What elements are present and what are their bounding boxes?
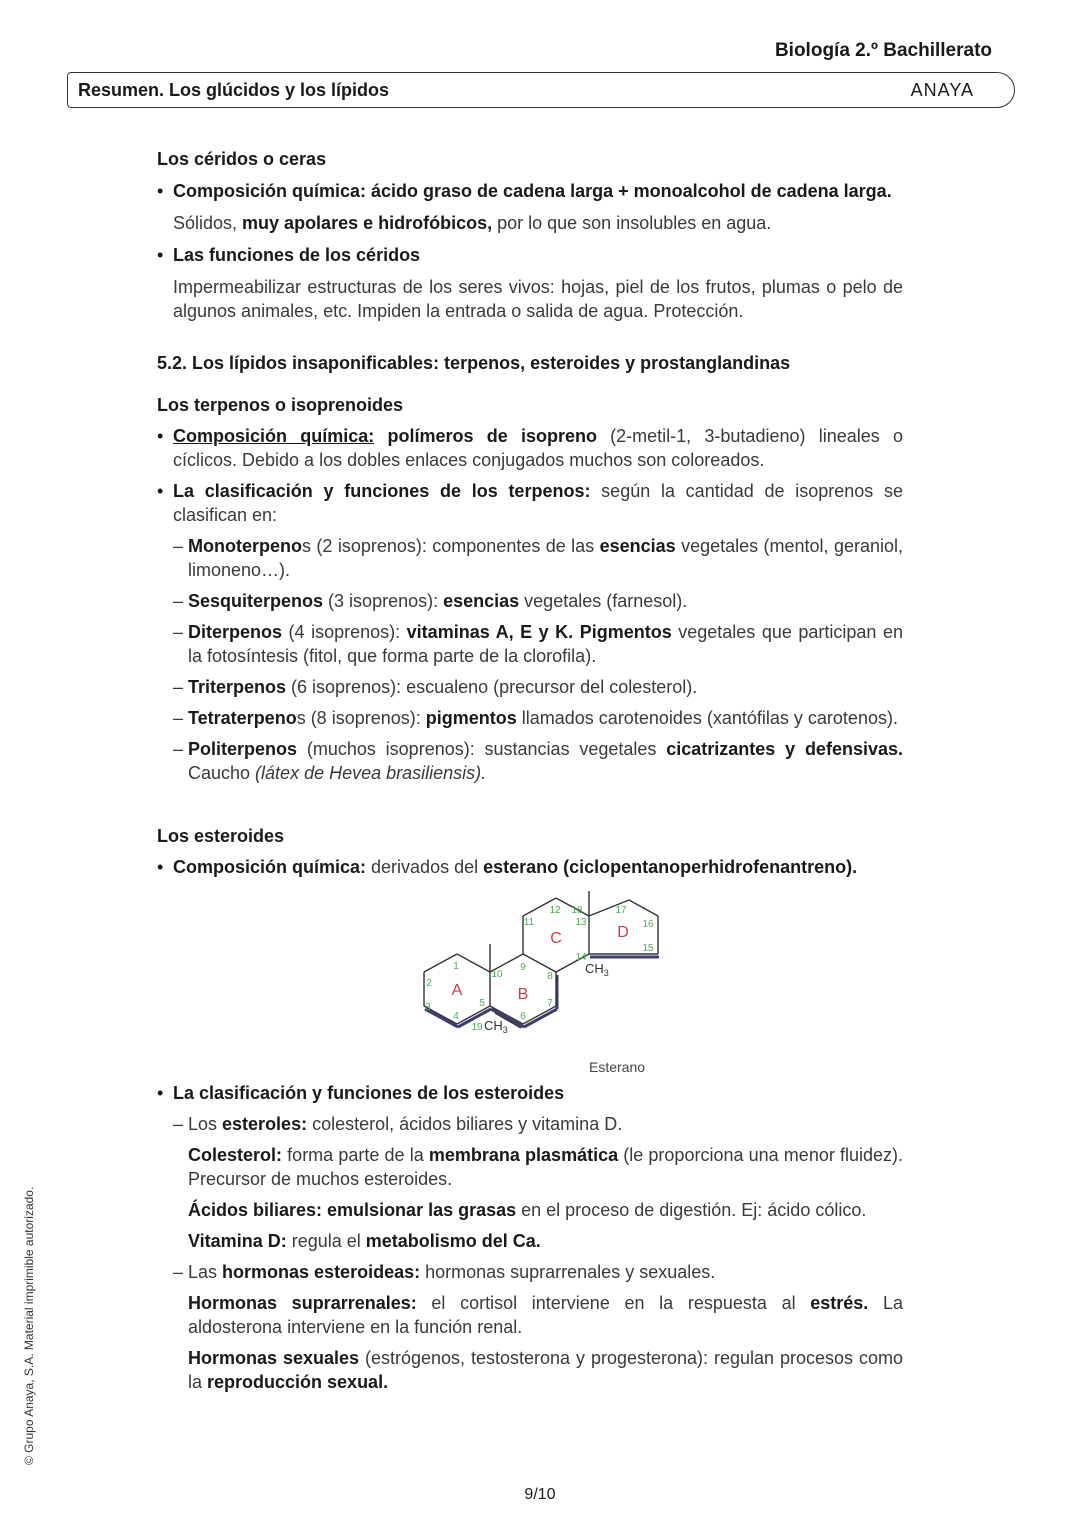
cerides-heading: Los céridos o ceras	[157, 149, 327, 169]
terpenos-classification: • La clasificación y funciones de los terpenos: según la cantidad de isoprenos se clasifican en:	[157, 479, 903, 527]
ring-label-d: D	[617, 924, 629, 941]
cerides-solid: Sólidos, muy apolares e hidrofóbicos, por lo que son insolubles en agua.	[173, 213, 772, 233]
carbon-number: 1	[453, 961, 459, 972]
list-item-sesquiterpenos: – Sesquiterpenos (3 isoprenos): esencias vegetales (farnesol).	[157, 589, 903, 613]
carbon-number: 5	[479, 998, 485, 1009]
colesterol-text: Colesterol: forma parte de la membrana plasmática (le proporciona una menor fluidez). Precursor de muchos esteroides.	[188, 1145, 904, 1189]
bond-line	[424, 954, 457, 972]
main-content	[157, 147, 903, 1394]
bond-line	[629, 900, 658, 916]
terpenos-composition: • Composición química: polímeros de isopreno (2-metil-1, 3-butadieno) lineales o cíclicos. Debido a los dobles enlaces conjugados muchos son coloreados.	[157, 424, 903, 472]
carbon-number: 7	[547, 998, 553, 1009]
bond-line	[457, 954, 490, 972]
carbon-number: 3	[425, 1002, 431, 1013]
page-number: 9/10	[524, 1486, 556, 1503]
ring-label-c: C	[550, 930, 562, 947]
subject-label: Biología 2.º Bachillerato	[774, 40, 992, 61]
carbon-number: 2	[426, 978, 432, 989]
carbon-number: 11	[523, 917, 535, 928]
page-title: Resumen. Los glúcidos y los lípidos	[78, 80, 390, 100]
cerides-composition	[157, 179, 903, 203]
list-item-triterpenos: – Triterpenos (6 isoprenos): escualeno (precursor del colesterol).	[157, 675, 903, 699]
cerides-functions-text: Impermeabilizar estructuras de los seres vivos: hojas, piel de los frutos, plumas o pelo de algunos animales, etc. Impiden la entrada o salida de agua. Protección.	[173, 277, 903, 321]
title-bar	[67, 72, 1015, 108]
ch3-group-19: $CH_3$	[484, 1018, 508, 1035]
ring-label-b: B	[517, 986, 529, 1003]
cerides-functions-heading: • Las funciones de los céridos	[157, 243, 903, 267]
carbon-number: 14	[575, 952, 587, 963]
bond-line	[523, 954, 556, 972]
list-item-hormonas: – Las hormonas esteroideas: hormonas suprarrenales y sexuales.	[157, 1260, 903, 1284]
acidos-biliares-text: Ácidos biliares: emulsionar las grasas en el proceso de digestión. Ej: ácido cólico.	[188, 1200, 867, 1220]
terpenos-heading: Los terpenos o isoprenoides	[157, 395, 404, 415]
carbon-number: 15	[642, 943, 654, 954]
hormonas-suprarrenales-text: Hormonas suprarrenales: el cortisol interviene en la respuesta al estrés. La aldosterona interviene en la función renal.	[188, 1293, 904, 1337]
list-item-esteroles: – Los esteroles: colesterol, ácidos biliares y vitamina D.	[157, 1112, 903, 1136]
copyright-note: © Grupo Anaya, S.A. Material imprimible autorizado.	[22, 1186, 36, 1465]
carbon-number: 6	[520, 1011, 526, 1022]
carbon-number: 19	[471, 1022, 483, 1033]
section-title: 5.2. Los lípidos insaponificables: terpenos, esteroides y prostanglandinas	[157, 353, 791, 373]
ch3-group-18: $CH_3$	[585, 961, 609, 978]
esteroides-classification: • La clasificación y funciones de los esteroides	[157, 1081, 903, 1105]
carbon-number: 4	[453, 1011, 459, 1022]
shadow-line	[524, 1009, 557, 1027]
carbon-number: 9	[520, 962, 526, 973]
esteroides-heading: Los esteroides	[157, 826, 285, 846]
list-item-politerpenos: – Politerpenos (muchos isoprenos): sustancias vegetales cicatrizantes y defensivas. Caucho (látex de Hevea brasiliensis).	[157, 737, 903, 785]
carbon-number: 18	[571, 905, 583, 916]
esterano-label: Esterano	[589, 1059, 646, 1075]
list-item-monoterpenos: – Monoterpenos (2 isoprenos): componentes de las esencias vegetales (mentol, geraniol, limoneno…).	[157, 534, 903, 582]
esterano-structure	[157, 879, 903, 1079]
carbon-number: 13	[575, 917, 587, 928]
vitamina-d-text: Vitamina D: regula el metabolismo del Ca.	[188, 1231, 541, 1251]
carbon-number: 16	[642, 919, 654, 930]
carbon-number: 10	[491, 969, 503, 980]
carbon-number: 17	[615, 905, 627, 916]
hormonas-sexuales-text: Hormonas sexuales (estrógenos, testosterona y progesterona): regulan procesos como la reproducción sexual.	[188, 1348, 903, 1392]
esteroides-composition: • Composición química: derivados del esterano (ciclopentanoperhidrofenantreno).	[157, 855, 903, 879]
cerides-composition-text: Composición química: ácido graso de cadena larga + monoalcohol de cadena larga.	[173, 181, 892, 201]
carbon-number: 12	[549, 905, 561, 916]
brand-logo: ANAYA	[910, 80, 974, 100]
list-item-tetraterpenos: – Tetraterpenos (8 isoprenos): pigmentos llamados carotenoides (xantófilas y carotenos).	[157, 706, 903, 730]
carbon-number: 8	[547, 971, 553, 982]
list-item-diterpenos: – Diterpenos (4 isoprenos): vitaminas A, E y K. Pigmentos vegetales que participan en la fotosíntesis (fitol, que forma parte de la clorofila).	[157, 620, 903, 668]
ring-label-a: A	[451, 982, 463, 999]
esterano-figure	[157, 879, 903, 1079]
